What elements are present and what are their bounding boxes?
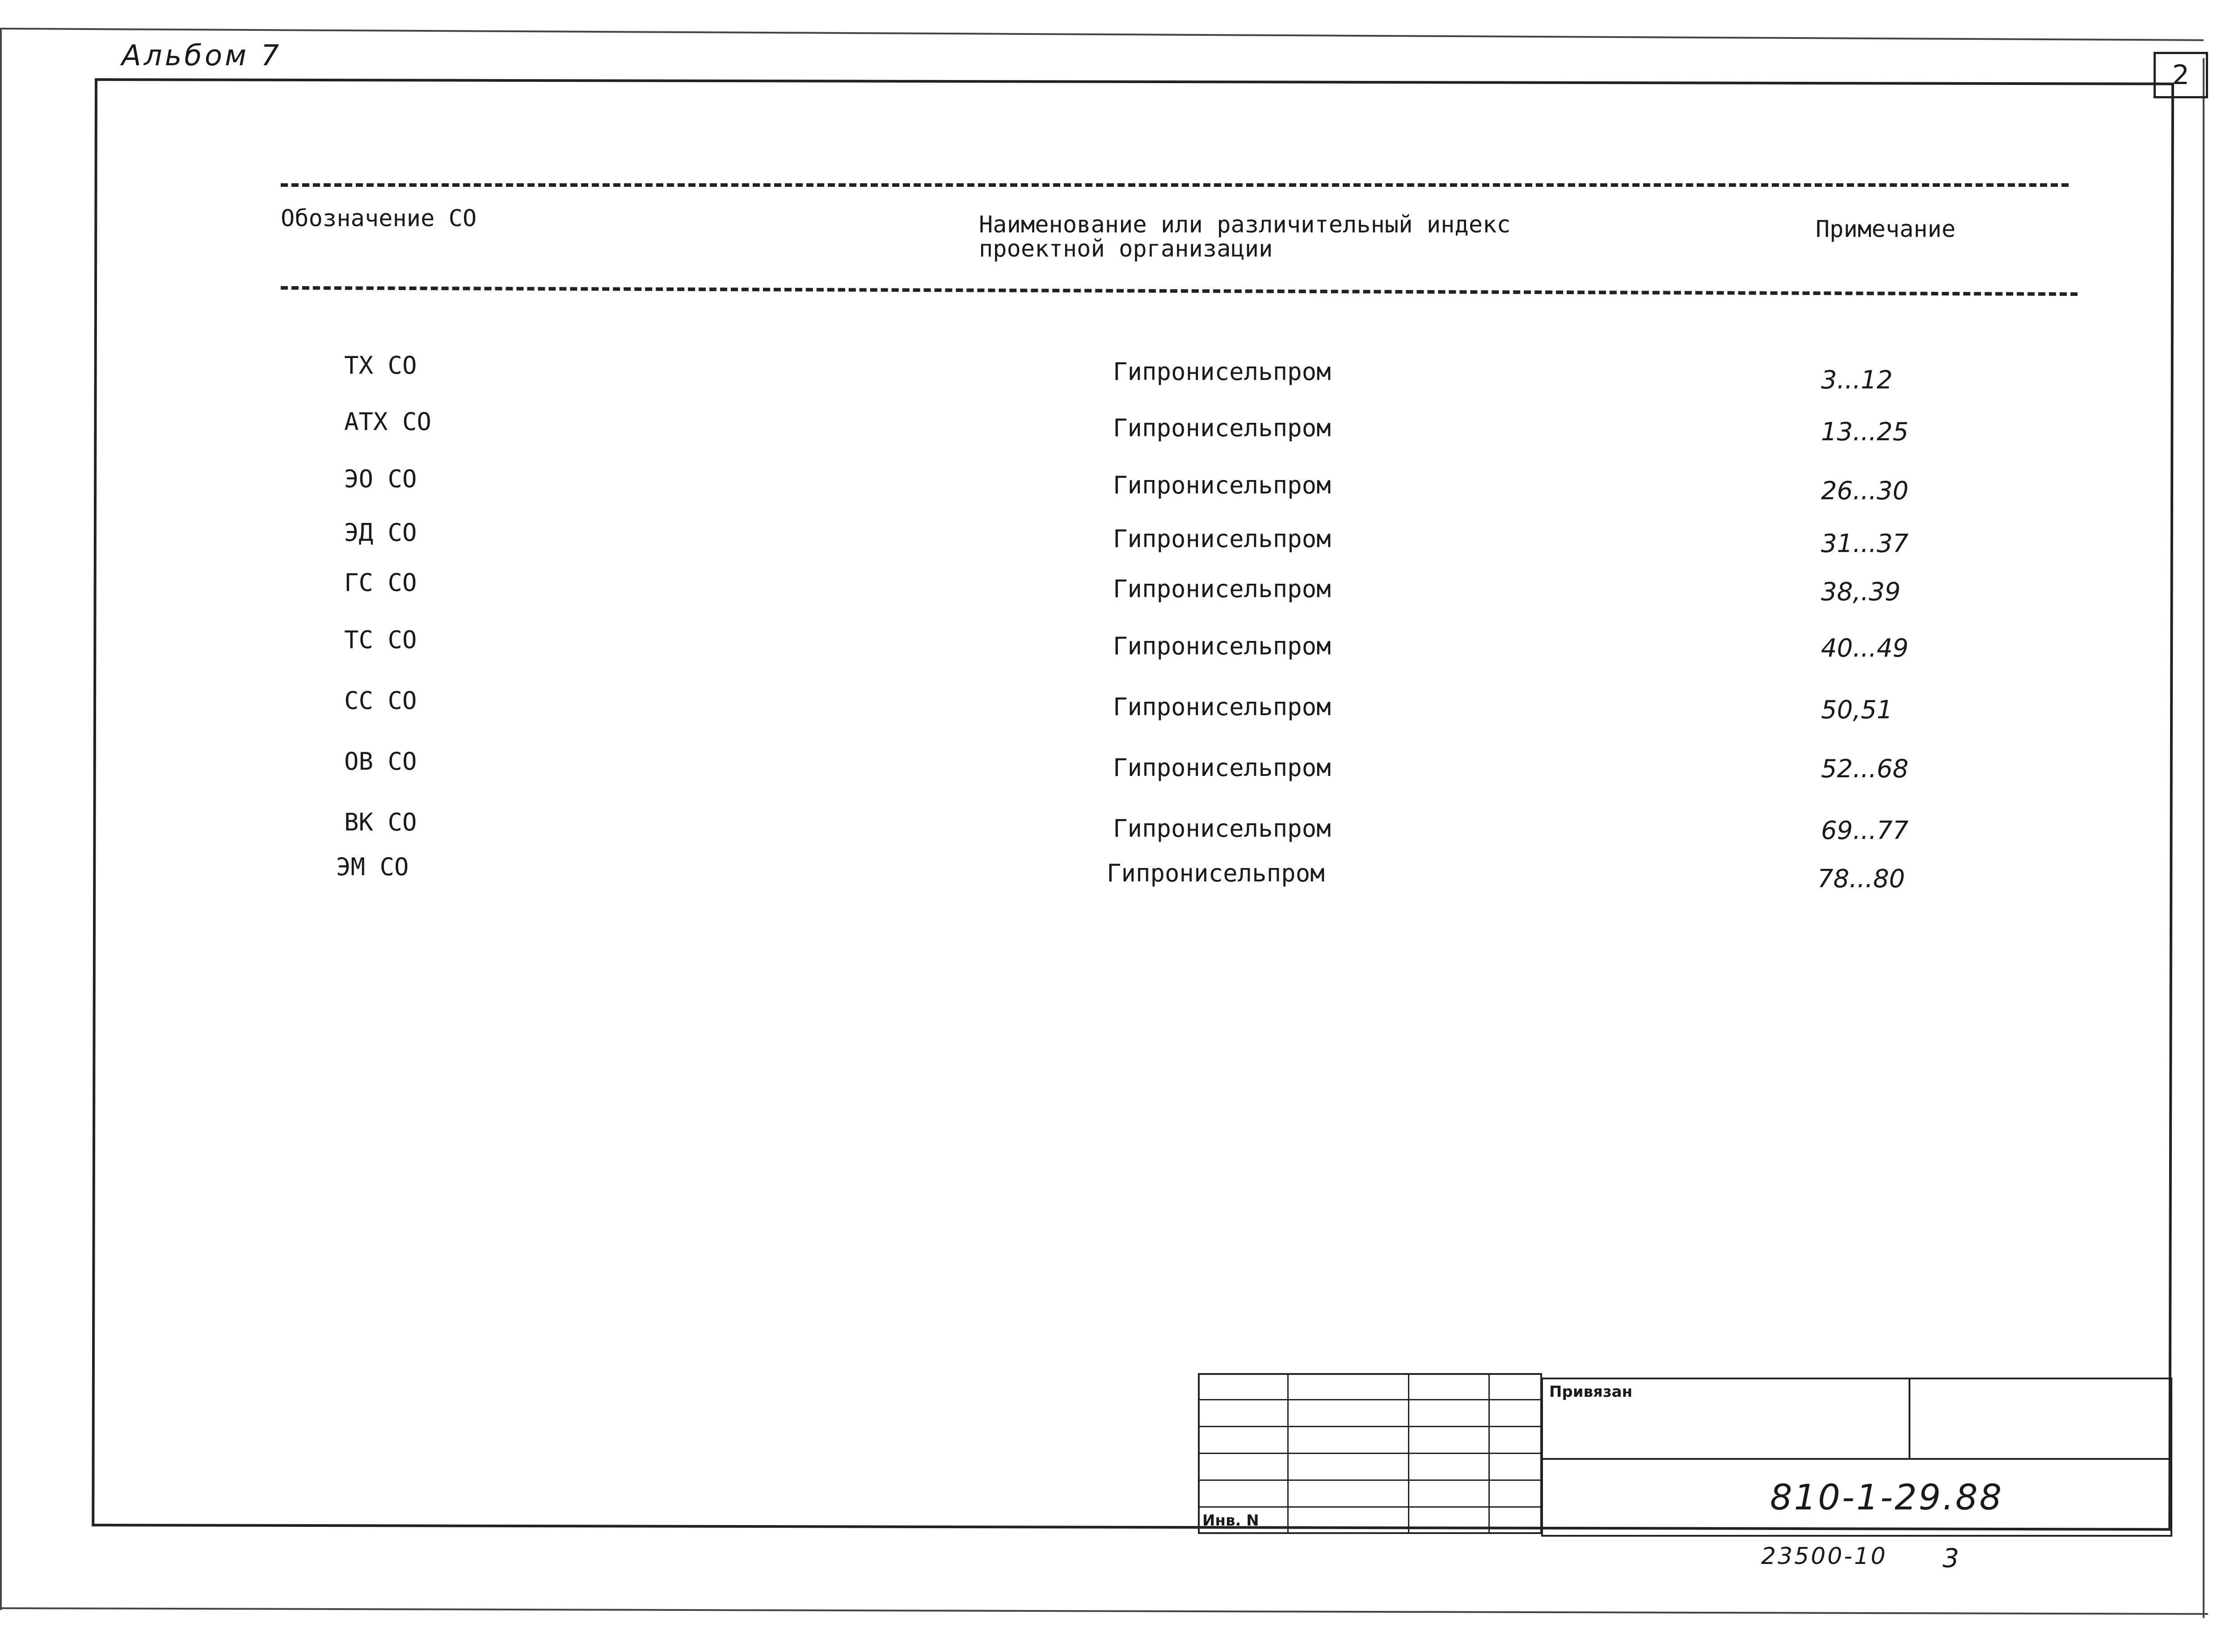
table-row-org: Гипронисельпром <box>1113 358 1331 386</box>
table-row-org: Гипронисельпром <box>1113 471 1331 499</box>
header-designation: Обозначение СО <box>281 205 477 232</box>
table-row-code: ВК СО <box>344 808 417 836</box>
table-row-org: Гипронисельпром <box>1113 575 1331 603</box>
table-row-note: 38,.39 <box>1821 577 1901 607</box>
table-row-note: 40...49 <box>1821 634 1909 663</box>
page-edge-right <box>2203 58 2204 1618</box>
inv-label: Инв. N <box>1202 1512 1259 1530</box>
table-row-code: АТХ СО <box>344 408 432 436</box>
grid-hline <box>1198 1399 1542 1400</box>
grid-hline <box>1198 1426 1542 1427</box>
table-row-note: 50,51 <box>1821 695 1893 725</box>
table-row-org: Гипронисельпром <box>1113 814 1331 843</box>
table-row-code: ТС СО <box>344 626 417 654</box>
table-row-org: Гипронисельпром <box>1113 525 1331 553</box>
table-row-code: ЭД СО <box>344 518 417 547</box>
footer-code: 23500-10 <box>1761 1543 1888 1570</box>
table-row-code: ГС СО <box>344 569 417 597</box>
grid-hline <box>1198 1506 1542 1508</box>
grid-hline <box>1198 1453 1542 1454</box>
page-edge-left <box>0 28 2 1610</box>
header-name <box>979 213 1511 261</box>
table-row-org: Гипронисельпром <box>1113 414 1331 442</box>
drawing-frame <box>92 78 2174 1531</box>
sheet-number: 2 <box>2172 59 2190 91</box>
table-row-org: Гипронисельпром <box>1113 632 1331 660</box>
table-row-code: ЭМ СО <box>336 853 409 881</box>
sheet-number-box <box>2154 52 2208 98</box>
table-row-note: 26...30 <box>1821 476 1909 506</box>
header-note: Примечание <box>1816 216 1956 243</box>
album-label: Альбом 7 <box>122 39 282 72</box>
page-edge-bottom <box>0 1607 2208 1615</box>
table-row-org: Гипронисельпром <box>1113 693 1331 721</box>
grid-hline <box>1198 1479 1542 1481</box>
table-row-code: СС СО <box>344 687 417 715</box>
table-row-code: ОВ СО <box>344 747 417 775</box>
privyazan-label: Привязан <box>1549 1383 1633 1401</box>
document-code: 810-1-29.88 <box>1770 1478 2004 1518</box>
footer-page: 3 <box>1943 1543 1959 1573</box>
table-row-note: 13...25 <box>1821 417 1909 447</box>
table-row-code: ТХ СО <box>344 351 417 379</box>
header-name-line2: проектной организации <box>979 236 1273 262</box>
table-row-note: 3...12 <box>1821 366 1893 395</box>
header-rule-top <box>281 183 2069 187</box>
page-edge-top <box>0 28 2204 41</box>
table-row-code: ЭО СО <box>344 465 417 493</box>
header-name-line1: Наименование или различительный индекс <box>979 211 1511 238</box>
title-block-vdivider <box>1909 1378 1910 1458</box>
table-row-org: Гипронисельпром <box>1107 859 1325 887</box>
table-row-note: 52...68 <box>1821 754 1909 784</box>
table-row-note: 31...37 <box>1821 529 1909 558</box>
table-row-note: 69...77 <box>1821 816 1909 845</box>
title-block-divider <box>1541 1458 2172 1460</box>
table-row-note: 78...80 <box>1817 864 1905 893</box>
table-row-org: Гипронисельпром <box>1113 754 1331 782</box>
